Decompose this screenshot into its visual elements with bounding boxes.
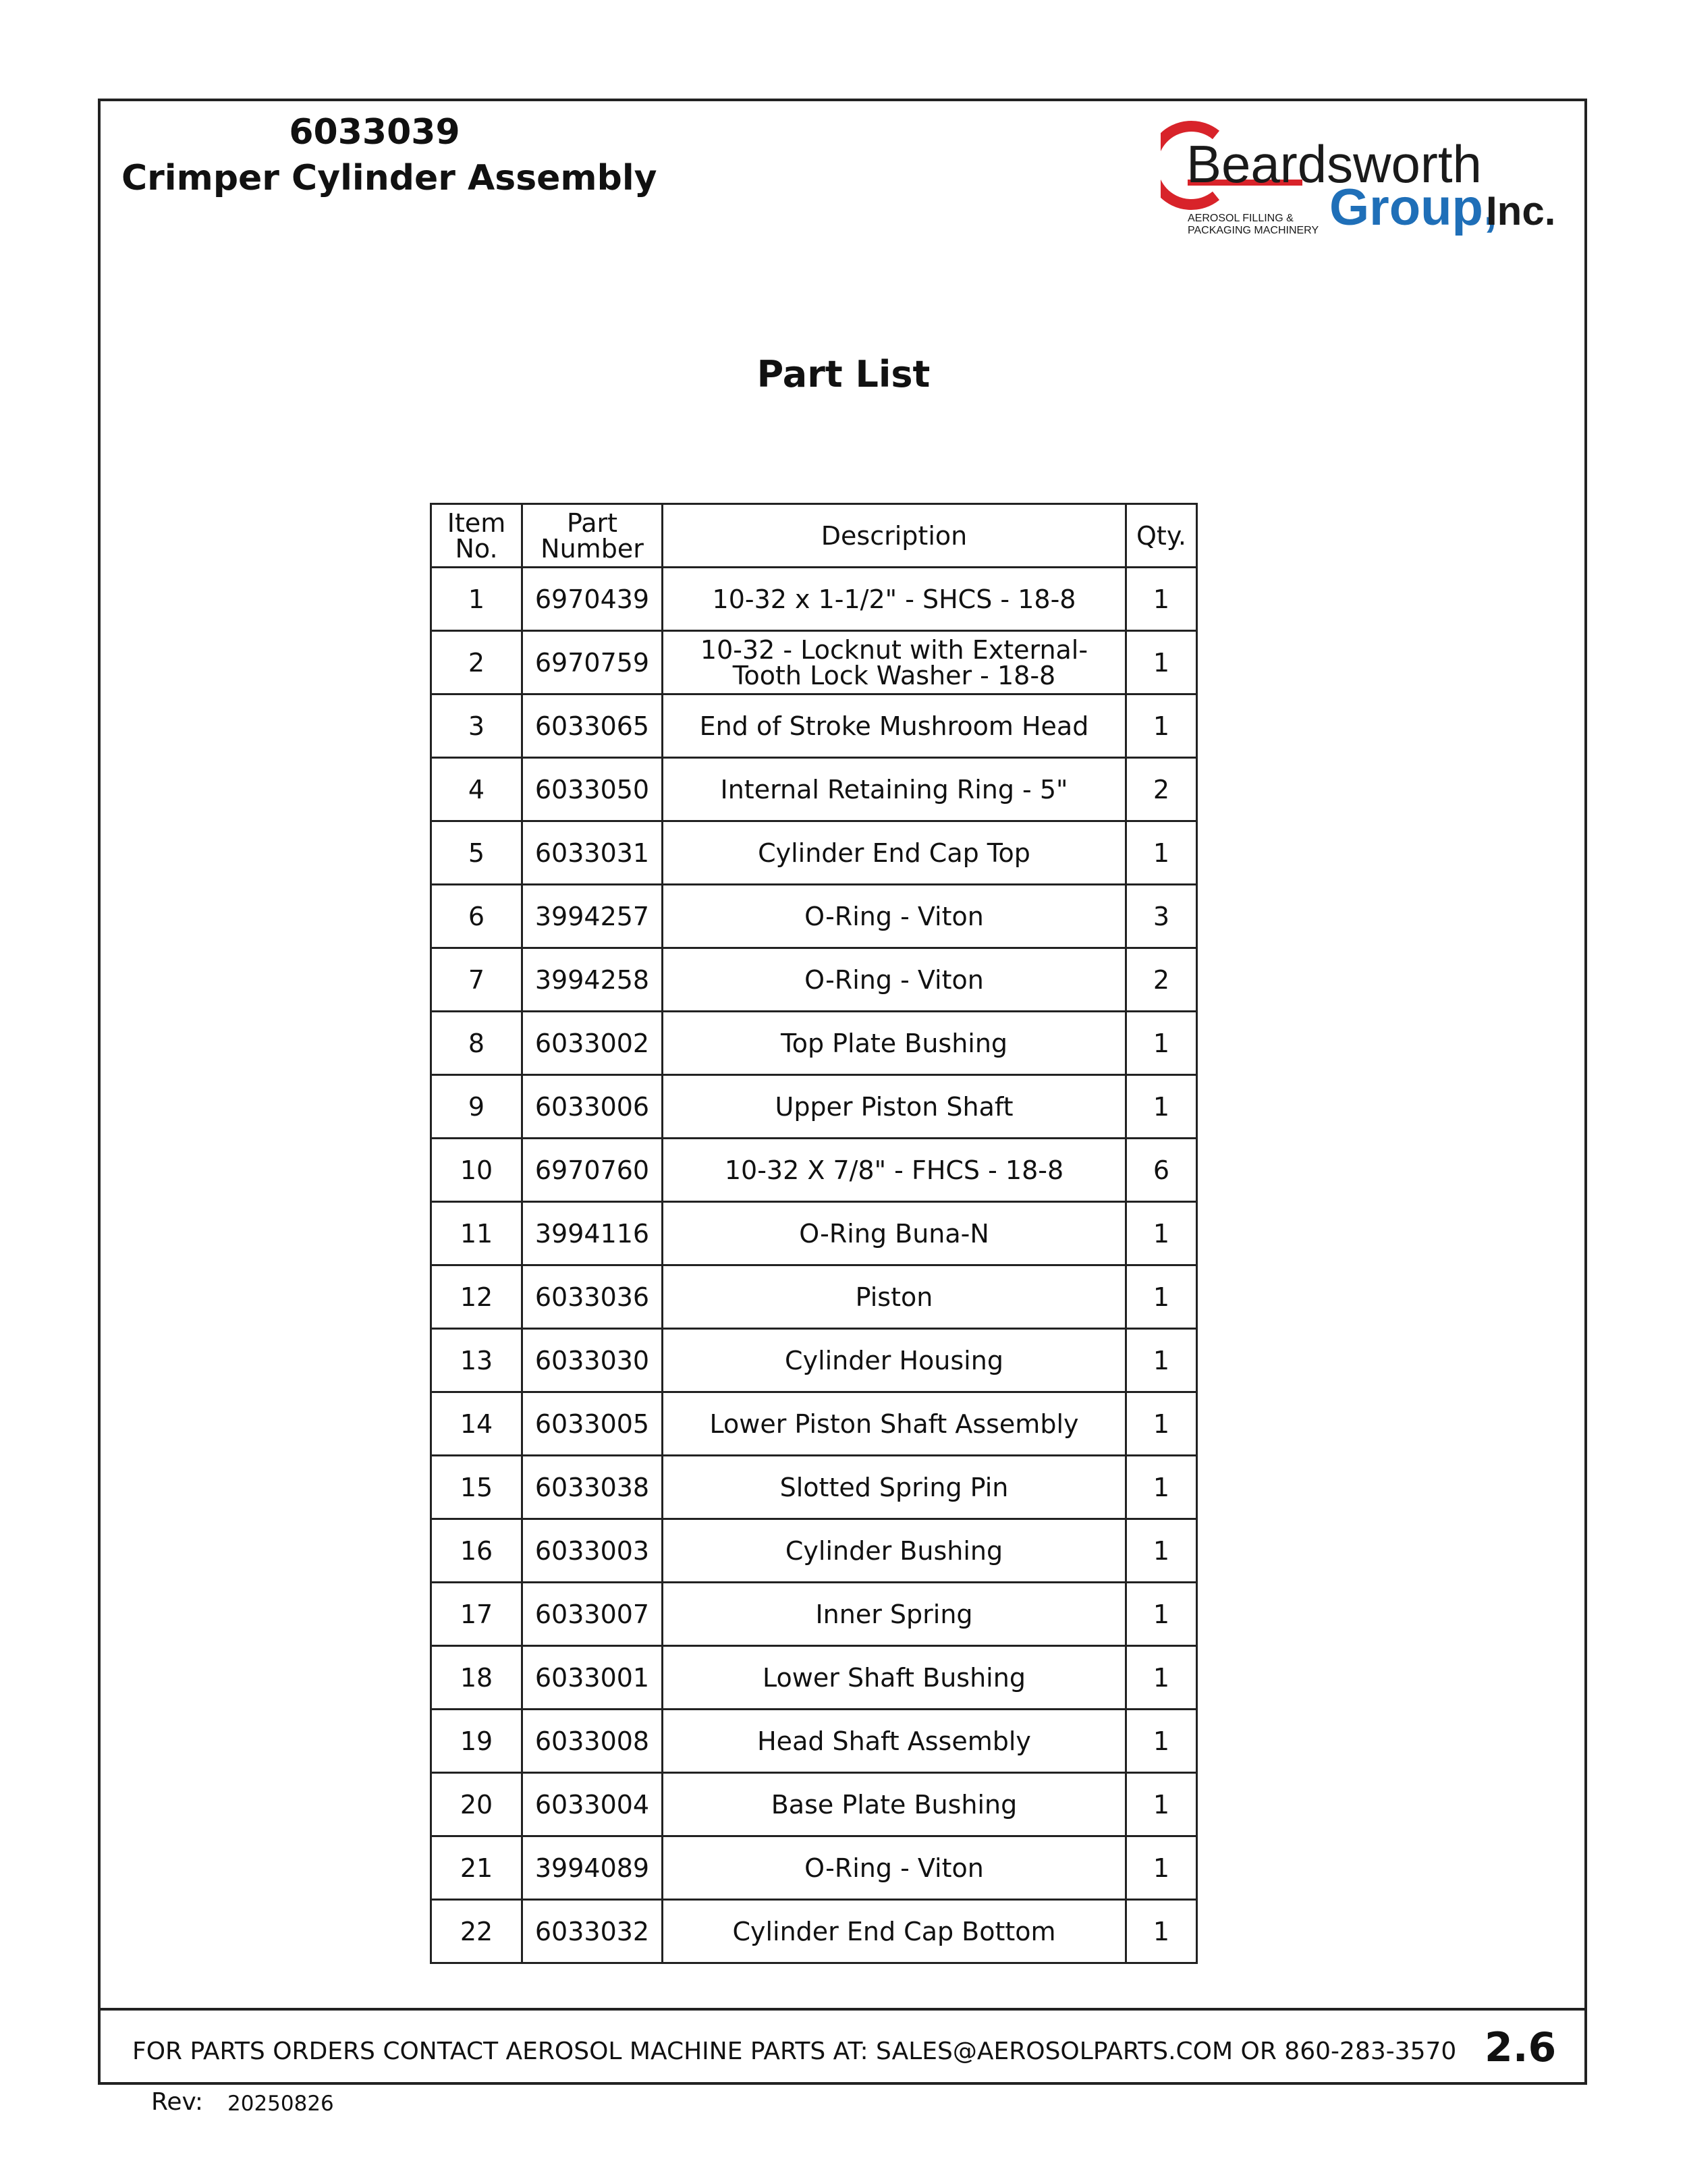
- cell-qty: 1: [1126, 1646, 1197, 1710]
- cell-part-number: 6033032: [522, 1900, 663, 1963]
- cell-item-no: 10: [431, 1139, 522, 1202]
- cell-part-number: 6033036: [522, 1265, 663, 1329]
- cell-qty: 1: [1126, 631, 1197, 694]
- assembly-part-number: 6033039: [289, 112, 460, 153]
- cell-description: Lower Shaft Bushing: [663, 1646, 1126, 1710]
- table-row: [431, 1583, 1197, 1646]
- cell-item-no: 13: [431, 1329, 522, 1392]
- cell-qty: 3: [1126, 885, 1197, 948]
- cell-item-no: 15: [431, 1456, 522, 1519]
- table-row: [431, 1329, 1197, 1392]
- cell-part-number: 6033002: [522, 1012, 663, 1075]
- cell-part-number: 6033001: [522, 1646, 663, 1710]
- cell-item-no: 3: [431, 694, 522, 758]
- table-row: [431, 1456, 1197, 1519]
- table-row: [431, 1392, 1197, 1456]
- cell-description: Cylinder Bushing: [663, 1519, 1126, 1583]
- cell-part-number: 6033008: [522, 1710, 663, 1773]
- header-description: Description: [663, 504, 1126, 568]
- cell-part-number: 3994257: [522, 885, 663, 948]
- cell-part-number: 6033050: [522, 758, 663, 821]
- cell-part-number: 6033030: [522, 1329, 663, 1392]
- footer-divider: [98, 2008, 1587, 2011]
- cell-part-number: 6970759: [522, 631, 663, 694]
- table-row: [431, 1836, 1197, 1900]
- cell-description: End of Stroke Mushroom Head: [663, 694, 1126, 758]
- section-title: Part List: [756, 353, 931, 395]
- cell-qty: 1: [1126, 1265, 1197, 1329]
- cell-item-no: 1: [431, 568, 522, 631]
- header-part-number: Part Number: [522, 504, 663, 568]
- cell-part-number: 6033003: [522, 1519, 663, 1583]
- cell-qty: 2: [1126, 948, 1197, 1012]
- cell-part-number: 6033007: [522, 1583, 663, 1646]
- table-row: [431, 1900, 1197, 1963]
- cell-item-no: 14: [431, 1392, 522, 1456]
- beardsworth-logo: [1161, 120, 1566, 242]
- table-row: [431, 1012, 1197, 1075]
- cell-item-no: 7: [431, 948, 522, 1012]
- cell-qty: 6: [1126, 1139, 1197, 1202]
- cell-item-no: 16: [431, 1519, 522, 1583]
- table-row: [431, 568, 1197, 631]
- cell-qty: 1: [1126, 1012, 1197, 1075]
- cell-description: O-Ring - Viton: [663, 948, 1126, 1012]
- cell-part-number: 6033004: [522, 1773, 663, 1836]
- cell-description: Cylinder Housing: [663, 1329, 1126, 1392]
- cell-description: Piston: [663, 1265, 1126, 1329]
- table-row: [431, 631, 1197, 694]
- cell-item-no: 4: [431, 758, 522, 821]
- cell-qty: 2: [1126, 758, 1197, 821]
- table-row: [431, 1265, 1197, 1329]
- cell-qty: 1: [1126, 1519, 1197, 1583]
- table-row: [431, 948, 1197, 1012]
- cell-qty: 1: [1126, 1075, 1197, 1139]
- cell-qty: 1: [1126, 1710, 1197, 1773]
- cell-qty: 1: [1126, 568, 1197, 631]
- cell-part-number: 6033006: [522, 1075, 663, 1139]
- cell-part-number: 6970439: [522, 568, 663, 631]
- rev-label: Rev:: [151, 2088, 204, 2116]
- cell-qty: 1: [1126, 694, 1197, 758]
- cell-description: Lower Piston Shaft Assembly: [663, 1392, 1126, 1456]
- cell-qty: 1: [1126, 821, 1197, 885]
- cell-description: Base Plate Bushing: [663, 1773, 1126, 1836]
- cell-item-no: 22: [431, 1900, 522, 1963]
- cell-part-number: 6033038: [522, 1456, 663, 1519]
- cell-item-no: 2: [431, 631, 522, 694]
- cell-description: O-Ring - Viton: [663, 1836, 1126, 1900]
- cell-description: O-Ring - Viton: [663, 885, 1126, 948]
- header-qty: Qty.: [1126, 504, 1197, 568]
- cell-qty: 1: [1126, 1202, 1197, 1265]
- cell-qty: 1: [1126, 1456, 1197, 1519]
- table-header-row: [431, 504, 1197, 568]
- cell-part-number: 3994089: [522, 1836, 663, 1900]
- cell-item-no: 6: [431, 885, 522, 948]
- cell-description: Slotted Spring Pin: [663, 1456, 1126, 1519]
- cell-description: Cylinder End Cap Top: [663, 821, 1126, 885]
- table-row: [431, 1139, 1197, 1202]
- cell-item-no: 20: [431, 1773, 522, 1836]
- table-row: [431, 1773, 1197, 1836]
- footer-contact: FOR PARTS ORDERS CONTACT AEROSOL MACHINE PARTS AT: SALES@AEROSOLPARTS.COM OR 860-283-3570: [132, 2038, 1457, 2065]
- cell-description: Top Plate Bushing: [663, 1012, 1126, 1075]
- cell-description: O-Ring Buna-N: [663, 1202, 1126, 1265]
- cell-part-number: 3994258: [522, 948, 663, 1012]
- table-row: [431, 1519, 1197, 1583]
- cell-item-no: 21: [431, 1836, 522, 1900]
- cell-item-no: 18: [431, 1646, 522, 1710]
- table-row: [431, 821, 1197, 885]
- cell-description: Inner Spring: [663, 1583, 1126, 1646]
- cell-qty: 1: [1126, 1900, 1197, 1963]
- cell-description: 10-32 - Locknut with External-Tooth Lock Washer - 18-8: [663, 631, 1126, 694]
- logo-tagline-1: AEROSOL FILLING &: [1188, 213, 1294, 224]
- table-row: [431, 1710, 1197, 1773]
- logo-wordmark-top: Beardsworth: [1186, 134, 1482, 194]
- section-number: 2.6: [1485, 2024, 1557, 2071]
- table-row: [431, 1202, 1197, 1265]
- cell-part-number: 6970760: [522, 1139, 663, 1202]
- table-row: [431, 1075, 1197, 1139]
- table-row: [431, 1646, 1197, 1710]
- logo-wordmark-inc: Inc.: [1486, 188, 1556, 234]
- cell-part-number: 6033005: [522, 1392, 663, 1456]
- cell-part-number: 6033031: [522, 821, 663, 885]
- cell-item-no: 11: [431, 1202, 522, 1265]
- cell-description: Cylinder End Cap Bottom: [663, 1900, 1126, 1963]
- cell-qty: 1: [1126, 1329, 1197, 1392]
- parts-table: [430, 503, 1198, 1964]
- cell-description: Head Shaft Assembly: [663, 1710, 1126, 1773]
- cell-qty: 1: [1126, 1583, 1197, 1646]
- cell-qty: 1: [1126, 1392, 1197, 1456]
- cell-part-number: 3994116: [522, 1202, 663, 1265]
- cell-description: Internal Retaining Ring - 5": [663, 758, 1126, 821]
- cell-item-no: 12: [431, 1265, 522, 1329]
- table-row: [431, 758, 1197, 821]
- assembly-title: Crimper Cylinder Assembly: [121, 158, 657, 198]
- cell-part-number: 6033065: [522, 694, 663, 758]
- cell-qty: 1: [1126, 1773, 1197, 1836]
- cell-description: Upper Piston Shaft: [663, 1075, 1126, 1139]
- cell-description: 10-32 X 7/8" - FHCS - 18-8: [663, 1139, 1126, 1202]
- table-row: [431, 694, 1197, 758]
- cell-item-no: 19: [431, 1710, 522, 1773]
- logo-tagline-2: PACKAGING MACHINERY: [1188, 225, 1319, 236]
- cell-qty: 1: [1126, 1836, 1197, 1900]
- cell-item-no: 9: [431, 1075, 522, 1139]
- logo-wordmark-group: Group,: [1329, 179, 1498, 236]
- cell-item-no: 5: [431, 821, 522, 885]
- cell-item-no: 8: [431, 1012, 522, 1075]
- cell-item-no: 17: [431, 1583, 522, 1646]
- header-item-no: Item No.: [431, 504, 522, 568]
- rev-value: 20250826: [227, 2092, 334, 2116]
- table-row: [431, 885, 1197, 948]
- cell-description: 10-32 x 1-1/2" - SHCS - 18-8: [663, 568, 1126, 631]
